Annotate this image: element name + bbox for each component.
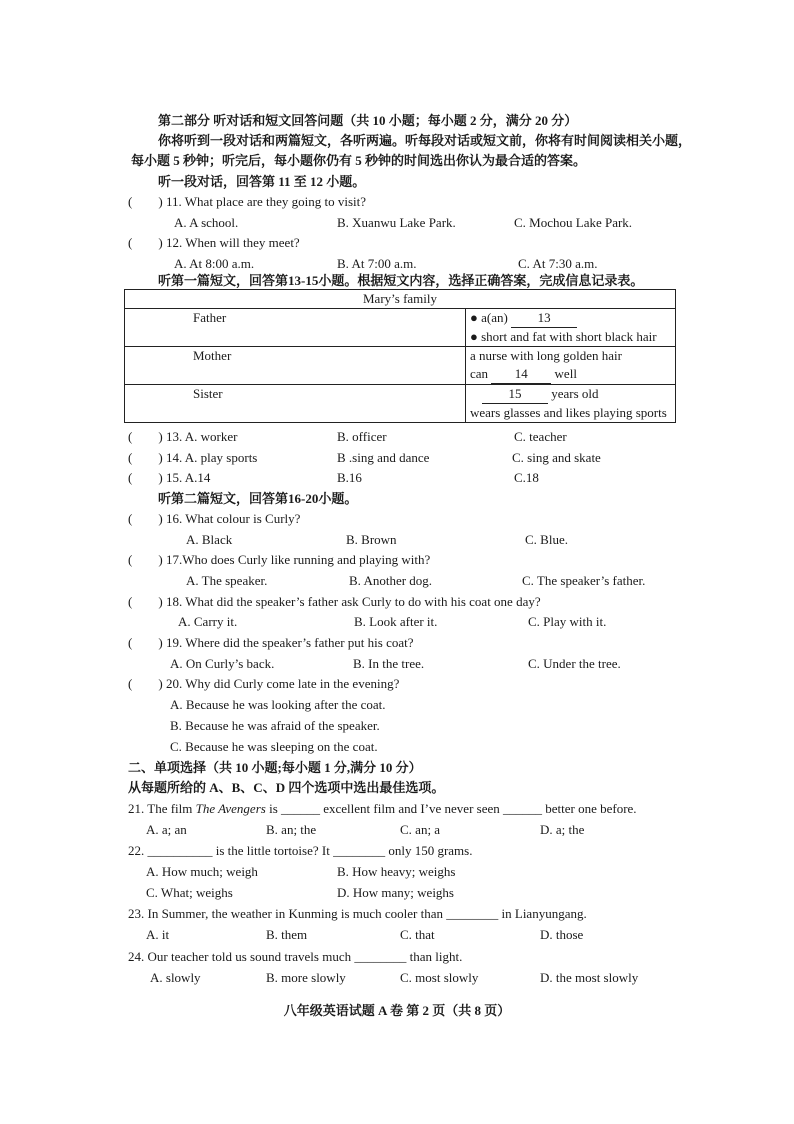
- question-18-text: 18. What did the speaker’s father ask Curly to do with his coat one day?: [166, 594, 541, 609]
- answer-paren[interactable]: ( ): [128, 429, 163, 444]
- q23-option-a: A. it: [146, 927, 170, 942]
- question-16-text: 16. What colour is Curly?: [166, 511, 301, 526]
- question-20: [128, 675, 399, 693]
- q24-option-d: D. the most slowly: [540, 970, 639, 985]
- q13-option-b: B. officer: [337, 429, 387, 444]
- q16-option-b: B. Brown: [346, 532, 397, 547]
- q22-number: 22.: [128, 843, 145, 858]
- q21-option-c: C. an; a: [400, 822, 441, 837]
- question-11-text: 11. What place are they going to visit?: [166, 194, 366, 209]
- mother-can: can: [470, 366, 489, 381]
- question-12: [128, 234, 300, 252]
- q22-option-a: A. How much; weigh: [146, 864, 258, 879]
- q14-option-b: B .sing and dance: [337, 450, 430, 465]
- q23-option-c: C. that: [400, 927, 435, 942]
- q24-number: 24.: [128, 949, 145, 964]
- part2-instruction-1: 你将听到一段对话和两篇短文，各听两遍。听每段对话或短文前，你将有时间阅读相关小题，: [158, 133, 692, 148]
- mother-description: a nurse with long golden hair: [470, 348, 622, 363]
- q14-option-a: 14. A. play sports: [166, 450, 258, 465]
- q21-option-d: D. a; the: [540, 822, 585, 837]
- q18-option-b: B. Look after it.: [354, 614, 438, 629]
- q11-option-c: C. Mochou Lake Park.: [514, 215, 633, 230]
- sister-label: Sister: [125, 385, 466, 423]
- question-19-text: 19. Where did the speaker’s father put his coat?: [166, 635, 414, 650]
- passage2-intro: 听第二篇短文，回答第16-20小题。: [158, 491, 358, 506]
- question-15: [128, 469, 210, 487]
- mother-label: Mother: [125, 347, 466, 385]
- mother-info: [466, 347, 676, 385]
- q14-option-c: C. sing and skate: [512, 450, 601, 465]
- dialog-intro: 听一段对话，回答第 11 至 12 小题。: [158, 174, 366, 189]
- sister-info: [466, 385, 676, 423]
- question-19: [128, 634, 414, 652]
- sister-years-old: years old: [551, 386, 599, 401]
- father-appearance: ● short and fat with short black hair: [470, 329, 657, 344]
- blank-14[interactable]: 14: [491, 365, 551, 384]
- question-24: [128, 948, 462, 966]
- answer-paren[interactable]: ( ): [128, 511, 163, 526]
- answer-paren[interactable]: ( ): [128, 470, 163, 485]
- q23-text: In Summer, the weather in Kunming is much cooler than ________ in Lianyungang.: [147, 906, 587, 921]
- q23-number: 23.: [128, 906, 145, 921]
- answer-paren[interactable]: ( ): [128, 450, 163, 465]
- q24-option-a: A. slowly: [150, 970, 201, 985]
- q11-option-a: A. A school.: [174, 215, 239, 230]
- answer-paren[interactable]: ( ): [128, 194, 163, 209]
- q16-option-a: A. Black: [186, 532, 233, 547]
- q19-option-b: B. In the tree.: [353, 656, 425, 671]
- q17-option-c: C. The speaker’s father.: [522, 573, 646, 588]
- table-title: Mary’s family: [125, 290, 676, 309]
- question-13: [128, 428, 238, 446]
- q12-option-b: B. At 7:00 a.m.: [337, 256, 417, 271]
- answer-paren[interactable]: ( ): [128, 635, 163, 650]
- q21-text-rest: is ______ excellent film and I’ve never seen ______ better one before.: [269, 801, 637, 816]
- q24-option-b: B. more slowly: [266, 970, 346, 985]
- q21-option-a: A. a; an: [146, 822, 187, 837]
- q19-option-a: A. On Curly’s back.: [170, 656, 275, 671]
- q15-option-c: C.18: [514, 470, 539, 485]
- q17-option-b: B. Another dog.: [349, 573, 433, 588]
- q21-option-b: B. an; the: [266, 822, 317, 837]
- q12-option-a: A. At 8:00 a.m.: [174, 256, 255, 271]
- sister-description: wears glasses and likes playing sports: [470, 405, 667, 420]
- q11-option-b: B. Xuanwu Lake Park.: [337, 215, 456, 230]
- question-16: [128, 510, 300, 528]
- father-info: [466, 309, 676, 347]
- section2-heading: 二、单项选择（共 10 小题;每小题 1 分,满分 10 分）: [128, 760, 422, 775]
- question-17-text: 17.Who does Curly like running and playing with?: [166, 552, 431, 567]
- answer-paren[interactable]: ( ): [128, 676, 163, 691]
- answer-paren[interactable]: ( ): [128, 552, 163, 567]
- question-23: [128, 905, 587, 923]
- q22-text: __________ is the little tortoise? It ________ only 150 grams.: [147, 843, 473, 858]
- question-12-text: 12. When will they meet?: [166, 235, 300, 250]
- page-footer: 八年级英语试题 A 卷 第 2 页（共 8 页）: [283, 1003, 511, 1018]
- q20-option-a: A. Because he was looking after the coat.: [170, 697, 386, 712]
- question-11: [128, 193, 366, 211]
- q18-option-a: A. Carry it.: [178, 614, 238, 629]
- q16-option-c: C. Blue.: [525, 532, 568, 547]
- father-label: Father: [125, 309, 466, 347]
- q12-option-c: C. At 7:30 a.m.: [518, 256, 598, 271]
- q15-option-a: 15. A.14: [166, 470, 211, 485]
- q15-option-b: B.16: [337, 470, 362, 485]
- question-20-text: 20. Why did Curly come late in the evening?: [166, 676, 400, 691]
- question-17: [128, 551, 430, 569]
- q24-text: Our teacher told us sound travels much ________ than light.: [147, 949, 463, 964]
- question-14: [128, 449, 257, 467]
- blank-15[interactable]: 15: [482, 385, 548, 404]
- q22-option-c: C. What; weighs: [146, 885, 233, 900]
- question-18: [128, 593, 541, 611]
- father-job-prefix: ● a(an): [470, 310, 508, 325]
- question-22: [128, 842, 472, 860]
- q21-text-pre: The film: [147, 801, 193, 816]
- passage1-intro: 听第一篇短文，回答第13-15小题。根据短文内容，选择正确答案，完成信息记录表。: [158, 273, 644, 288]
- section2-instruction: 从每题所给的 A、B、C、D 四个选项中选出最佳选项。: [128, 780, 445, 795]
- q24-option-c: C. most slowly: [400, 970, 479, 985]
- q13-option-c: C. teacher: [514, 429, 567, 444]
- q18-option-c: C. Play with it.: [528, 614, 607, 629]
- q22-option-d: D. How many; weighs: [337, 885, 454, 900]
- q21-film-title: The Avengers: [195, 801, 266, 816]
- q13-option-a: 13. A. worker: [166, 429, 238, 444]
- blank-13[interactable]: 13: [511, 309, 577, 328]
- q20-option-b: B. Because he was afraid of the speaker.: [170, 718, 380, 733]
- question-21: [128, 800, 637, 818]
- mother-well: well: [554, 366, 577, 381]
- q22-option-b: B. How heavy; weighs: [337, 864, 456, 879]
- q23-option-b: B. them: [266, 927, 308, 942]
- answer-paren[interactable]: ( ): [128, 594, 163, 609]
- q17-option-a: A. The speaker.: [186, 573, 268, 588]
- q19-option-c: C. Under the tree.: [528, 656, 621, 671]
- part2-instruction-2: 每小题 5 秒钟；听完后，每小题你仍有 5 秒钟的时间选出你认为最合适的答案。: [131, 153, 587, 168]
- q21-number: 21.: [128, 801, 145, 816]
- answer-paren[interactable]: ( ): [128, 235, 163, 250]
- part2-heading: 第二部分 听对话和短文回答问题（共 10 小题；每小题 2 分，满分 20 分）: [158, 113, 578, 128]
- q20-option-c: C. Because he was sleeping on the coat.: [170, 739, 378, 754]
- q23-option-d: D. those: [540, 927, 584, 942]
- marys-family-table: [124, 289, 676, 423]
